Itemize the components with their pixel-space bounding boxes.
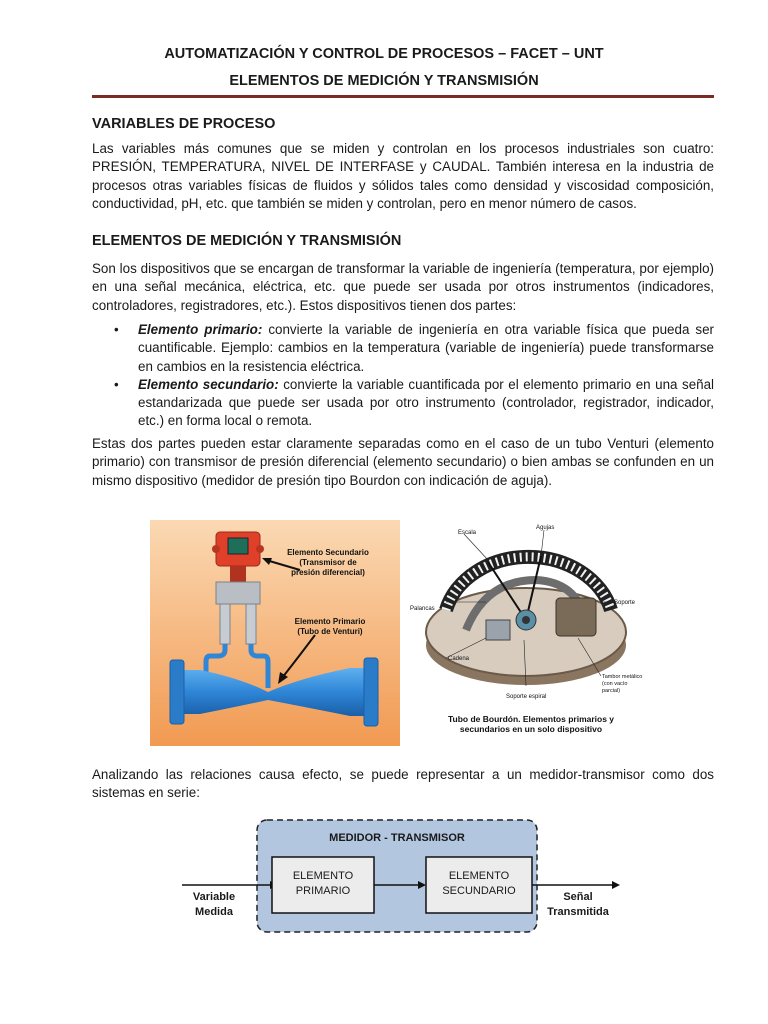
- caption-line: Tubo de Bourdón. Elementos primarios y: [447, 714, 615, 724]
- header-rule: [92, 95, 714, 98]
- bullet-term: Elemento primario:: [138, 322, 263, 337]
- list-item: [92, 376, 714, 431]
- bullet-text: convierte la variable de ingeniería en otra variable física que pueda ser cuantificable. Ejemplo: cambios en la temperatura (variable de ingeniería) puede transformarse en cambios en la resistencia eléctrica.: [138, 322, 714, 374]
- section-elementos-paragraph1: Son los dispositivos que se encargan de transformar la variable de ingeniería (temperatura, por ejemplo) en una señal mecánica, eléctrica, etc. que puede ser usada por otros instrumentos (indicadores, controladores, registradores, etc.). Estos dispositivos tienen dos partes:: [92, 261, 714, 313]
- label-line: (Tubo de Venturi): [297, 627, 363, 636]
- block-label-line: ELEMENTO: [292, 870, 354, 882]
- bourdon-label-agujas: Agujas: [536, 525, 555, 531]
- bullet-dot: •: [114, 322, 119, 337]
- block-label-line: ELEMENTO: [448, 870, 510, 882]
- bourdon-label-tambor: [602, 674, 642, 695]
- bourdon-figure: [406, 520, 656, 746]
- block-diagram: [160, 815, 630, 940]
- block-primary: [272, 869, 374, 899]
- bourdon-caption: [406, 714, 656, 734]
- list-item: [92, 321, 714, 376]
- section-elementos-paragraph2: Estas dos partes pueden estar claramente separadas como en el caso de un tubo Venturi (elemento primario) con transmisor de presión diferencial (elemento secundario) o bien ambas se confunden en un mismo dispositivo (medidor de presión tipo Bourdon con indicación de aguja).: [92, 436, 714, 488]
- label-line: Transmitida: [547, 906, 609, 918]
- diagram-input-label: [178, 890, 250, 920]
- bourdon-label-soporte-espiral: Soporte espiral: [506, 694, 547, 700]
- venturi-primary-label: [280, 617, 380, 637]
- block-label-line: SECUNDARIO: [442, 885, 516, 897]
- bullet-list: [92, 321, 714, 431]
- bullet-term: Elemento secundario:: [138, 376, 279, 392]
- bourdon-label-soporte: Soporte: [614, 600, 636, 606]
- section-title-variables: VARIABLES DE PROCESO: [92, 116, 276, 132]
- label-line: Variable: [192, 891, 236, 903]
- label-line: presión diferencial): [291, 568, 365, 577]
- venturi-secondary-label: [268, 548, 388, 578]
- label-line: (Transmisor de: [299, 558, 357, 567]
- label-line: parcial): [602, 688, 621, 694]
- diagram-output-label: [536, 890, 620, 920]
- block-label-line: PRIMARIO: [295, 885, 351, 897]
- label-line: (con vacío: [602, 681, 628, 687]
- diagram-outer-label: MEDIDOR - TRANSMISOR: [329, 832, 465, 844]
- section-title-elementos: ELEMENTOS DE MEDICIÓN Y TRANSMISIÓN: [92, 233, 402, 249]
- venturi-figure: [150, 520, 400, 746]
- caption-line: secundarios en un solo dispositivo: [459, 724, 603, 734]
- doc-header-line2: ELEMENTOS DE MEDICIÓN Y TRANSMISIÓN: [229, 73, 539, 89]
- label-line: Elemento Primario: [294, 617, 366, 626]
- bourdon-label-palancas: Palancas: [410, 606, 435, 612]
- bullet-dot: •: [114, 376, 119, 392]
- label-line: Medida: [195, 906, 233, 918]
- bourdon-label-escala: Escala: [458, 530, 477, 536]
- label-line: Tambor metálico: [602, 674, 643, 680]
- block-secondary: [426, 869, 532, 899]
- doc-header-line1: AUTOMATIZACIÓN Y CONTROL DE PROCESOS – FACET – UNT: [164, 46, 604, 62]
- label-line: Señal: [563, 891, 593, 903]
- bullet-text: convierte la variable cuantificada por el elemento primario en una señal estandarizada que puede ser usada por otro instrumento (controlador, registrador, indicador, etc.) en forma local o remota.: [138, 376, 715, 429]
- section-elementos-paragraph3: Analizando las relaciones causa efecto, se puede representar a un medidor-transmisor como dos sistemas en serie:: [92, 767, 714, 801]
- bourdon-label-cadena: Cadena: [448, 656, 470, 662]
- section-variables-paragraph: Las variables más comunes que se miden y controlan en los procesos industriales son cuatro: PRESIÓN, TEMPERATURA, NIVEL DE INTERFASE y CAUDAL. También interesa en la industria de procesos otras variables físicas de fluidos y sólidos tales como densidad y viscosidad composición, conductividad, pH, etc. que también se miden y controlan, pero en menor número de casos.: [92, 141, 714, 211]
- label-line: Elemento Secundario: [287, 548, 369, 557]
